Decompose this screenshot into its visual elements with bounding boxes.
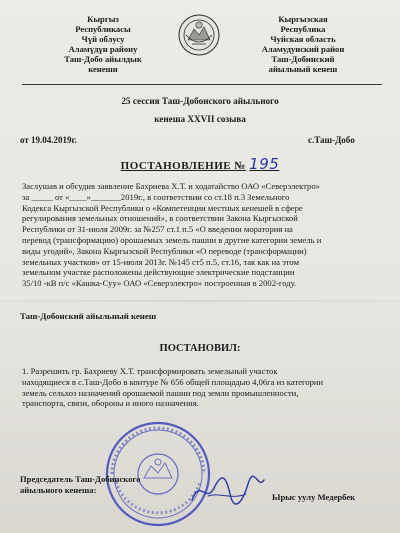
preamble-text: [22, 181, 382, 289]
header-left-line: Чүй облусу: [81, 34, 125, 44]
header-left-kyrgyz: [38, 14, 168, 74]
preamble-line: Заслушав и обсудив заявление Бахриева Х.Т. и ходатайство ОАО «Северэлектро»: [22, 181, 320, 191]
decision-line: земель сельхоз назначений орошаемой пашни под земли промышленности,: [22, 387, 299, 398]
council-heading: Таш-Добонский айыльный кенеш: [20, 311, 157, 321]
document-date: от 19.04.2019г.: [20, 135, 77, 145]
chairman-title-line-2: айыльного кенеша:: [20, 485, 97, 495]
handwritten-signature: [188, 470, 268, 510]
decision-line: транспорта, связи, обороны и иного назначения.: [22, 398, 199, 409]
preamble-line: перевод (трансформацию) орошаемых земель пашни в другие категории земель и: [22, 234, 322, 245]
header-right-line: Республика: [280, 24, 326, 34]
header-right-line: айыльный кенеш: [268, 64, 338, 74]
header-left-line: кенеши: [88, 64, 118, 74]
header-right-line: Чуйская область: [270, 34, 336, 44]
decision-line: находящиеся в с.Таш-Добо в контуре № 656 общей площадью 4,06га из категории: [22, 376, 324, 387]
decree-number: 195: [249, 155, 280, 173]
decision-line: 1. Разрешить гр. Бахриеву Х.Т. трансформировать земельный участок: [22, 366, 278, 376]
preamble-line: земельных участков» от 15-июля 2013г. №145 ст5 п.5, ст.16, так как на этом: [22, 256, 300, 267]
preamble-line: Республики от 31-июля 2009г. за №257 ст.1 п.5 «О введении моратория на: [22, 224, 293, 235]
session-line-2: кенеша XXVII созыва: [154, 114, 246, 124]
header-divider: [22, 84, 382, 85]
state-emblem-icon: [178, 14, 220, 56]
chairman-title: [20, 474, 140, 496]
chairman-title-line-1: Председатель Таш-Добинского: [20, 474, 141, 484]
header-right-line: Аламудунский район: [261, 44, 345, 54]
header-right-line: Таш-Добинский: [271, 54, 335, 64]
preamble-line: земельном участке расположены действующие электрические подстанции: [22, 267, 295, 278]
header-left-line: Аламүдүн району: [68, 44, 138, 54]
header-left-line: Таш-Добо айылдык: [64, 54, 142, 64]
header-right-russian: [238, 14, 368, 74]
header-left-line: Кыргыз: [87, 14, 119, 24]
preamble-line: виды угодий», Закона Кыргызской Республики «О переводе (трансформации): [22, 245, 307, 256]
preamble-line: регулирования земельных отношений», в соответствии Закона Кыргызской: [22, 213, 298, 224]
document-title: [0, 155, 400, 173]
preamble-line: Кодекса Кыргызской Республики о «Компетенции местных кенешей в сфере: [22, 202, 303, 213]
header-left-line: Республикасы: [75, 24, 131, 34]
title-label: ПОСТАНОВЛЕНИЕ №: [120, 160, 246, 172]
document-place: с.Таш-Добо: [308, 135, 355, 145]
chairman-name: Ырыс уулу Медербек: [272, 492, 356, 502]
preamble-line: за _____ от «____»_______2019г., в соответствии со ст.18 п.3 Земельного: [22, 191, 290, 202]
paper-fold: [0, 300, 400, 302]
decision-item-1: [22, 366, 382, 409]
decreed-heading: ПОСТАНОВИЛ:: [159, 343, 241, 354]
session-line-1: 25 сессия Таш-Добонского айыльного: [121, 96, 279, 106]
preamble-line: 35/10 -кВ п/с «Кашка-Суу» ОАО «Северэлектро» построенная в 2002-году.: [22, 278, 297, 289]
header-right-line: Кыргызская: [278, 14, 328, 24]
